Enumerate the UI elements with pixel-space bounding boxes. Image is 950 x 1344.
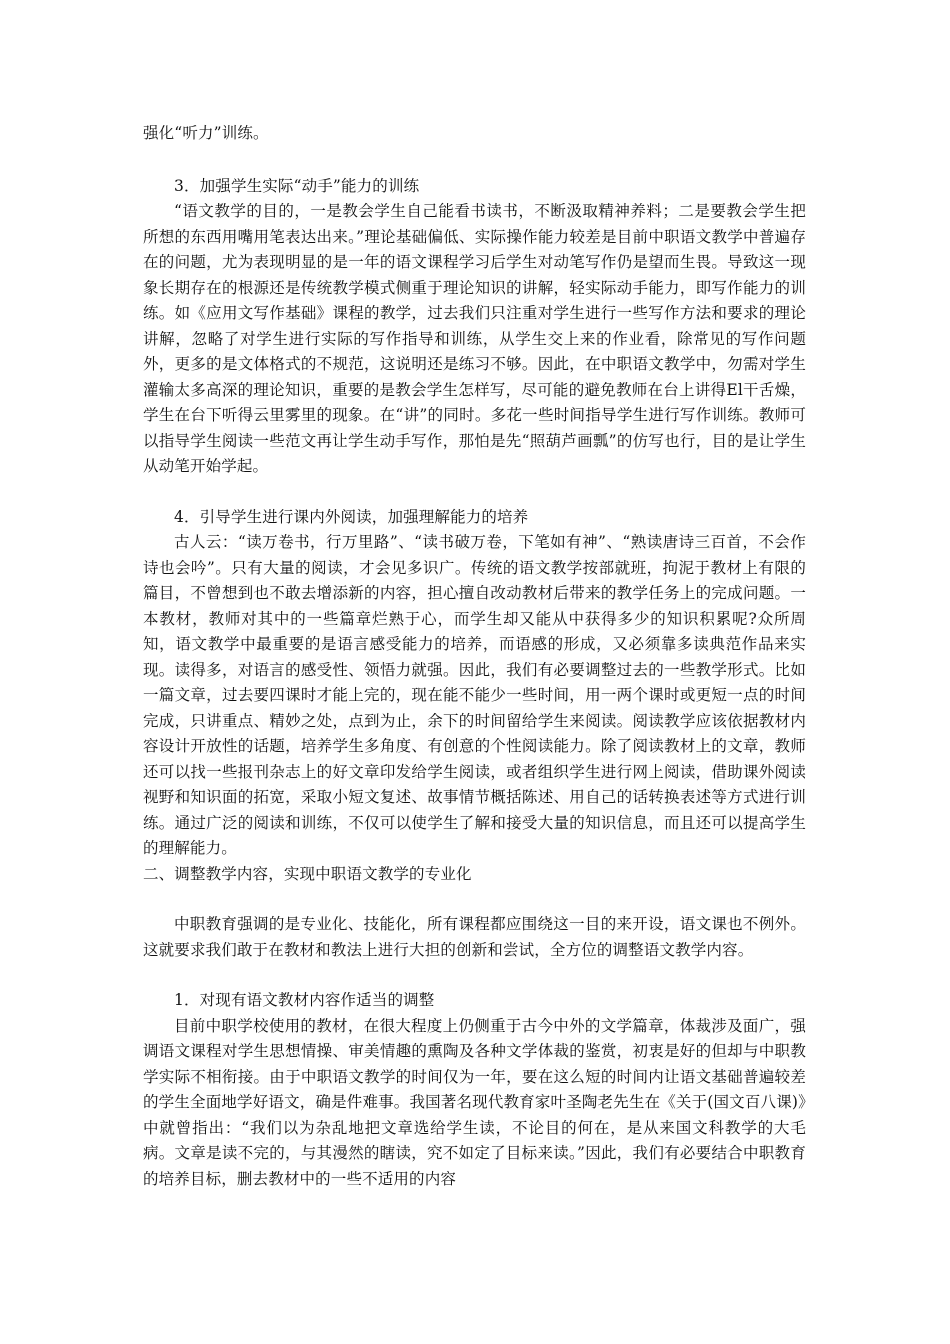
section-heading-2: 二、调整教学内容，实现中职语文教学的专业化 xyxy=(143,864,472,883)
subheading-1: 1．对现有语文教材内容作适当的调整 xyxy=(174,991,435,1009)
paragraph-writing-skills: “语文教学的目的，一是教会学生自己能看书读书，不断汲取精神养料；二是要教会学生把所想的东西用嘴用笔表达出来。”理论基础偏低、实际操作能力较差是目前中职语文教学中普遍存在的问题，尤为表现明显的是一年的语文课程学习后学生对动笔写作仍是望而生畏。导致这一现象长期存在的根源还是传统教学模式侧重于理论知识的讲解，轻实际动手能力，即写作能力的训练。如《应用文写作基础》课程的教学，过去我们只注重对学生进行一些写作方法和要求的理论讲解，忽略了对学生进行实际的写作指导和训练，从学生交上来的作业看，除常见的写作问题外，更多的是文体格式的不规范，这说明还是练习不够。因此，在中职语文教学中，勿需对学生灌输太多高深的理论知识，重要的是教会学生怎样写，尽可能的避免教师在台上讲得El干舌燥，学生在台下听得云里雾里的现象。在“讲”的同时。多花一些时间指导学生进行写作训练。教师可以指导学生阅读一些范文再让学生动手写作，那怕是先“照葫芦画瓢”的仿写也行，目的是让学生从动笔开始学起。 xyxy=(143,202,806,475)
paragraph-textbook-adjustment: 目前中职学校使用的教材，在很大程度上仍侧重于古今中外的文学篇章，体裁涉及面广，强调语文课程对学生思想情操、审美情趣的熏陶及各种文学体裁的鉴赏，初衷是好的但却与中职教学实际不相衔接。由于中职语文教学的时间仅为一年，要在这么短的时间内让语文基础普遍较差的学生全面地学好语文，确是件难事。我国著名现代教育家叶圣陶老先生在《关于(国文百八课)》中就曾指出：“我们以为杂乱地把文章选给学生读，不论目的何在，是从来国文科教学的大毛病。文章是读不完的，与其漫然的瞎读，究不如定了目标来读。”因此，我们有必要结合中职教育的培养目标，删去教材中的一些不适用的内容 xyxy=(143,1016,806,1188)
subheading-4: 4．引导学生进行课内外阅读，加强理解能力的培养 xyxy=(174,507,529,526)
subheading-3: 3．加强学生实际“动手”能力的训练 xyxy=(174,176,420,195)
paragraph-reading: 古人云：“读万卷书，行万里路”、“读书破万卷，下笔如有神”、“熟读唐诗三百首，不会作诗也会吟”。只有大量的阅读，才会见多识广。传统的语文教学按部就班，拘泥于教材上有限的篇目，不曾想到也不敢去增添新的内容，担心擅自改动教材后带来的教学任务上的完成问题。一本教材，教师对其中的一些篇章烂熟于心，而学生却又能从中获得多少的知识积累呢?众所周知，语文教学中最重要的是语言感受能力的培养，而语感的形成，又必须靠多读典范作品来实现。读得多，对语言的感受性、领悟力就强。因此，我们有必要调整过去的一些教学形式。比如一篇文章，过去要四课时才能上完的，现在能不能少一些时间，用一两个课时或更短一点的时间完成，只讲重点、精妙之处，点到为止，余下的时间留给学生来阅读。阅读教学应该依据教材内容设计开放性的话题，培养学生多角度、有创意的个性阅读能力。除了阅读教材上的文章，教师还可以找一些报刊杂志上的好文章印发给学生阅读，或者组织学生进行网上阅读，借助课外阅读视野和知识面的拓宽，采取小短文复述、故事情节概括陈述、用自己的话转换表述等方式进行训练。通过广泛的阅读和训练，不仅可以使学生了解和接受大量的知识信息，而且还可以提高学生的理解能力。 xyxy=(143,533,806,857)
paragraph-specialization: 中职教育强调的是专业化、技能化，所有课程都应围绕这一目的来开设，语文课也不例外。这就要求我们敢于在教材和教法上进行大担的创新和尝试，全方位的调整语文教学内容。 xyxy=(143,915,806,959)
document-body xyxy=(143,121,806,1192)
continuation-paragraph: 强化“听力”训练。 xyxy=(143,124,269,142)
